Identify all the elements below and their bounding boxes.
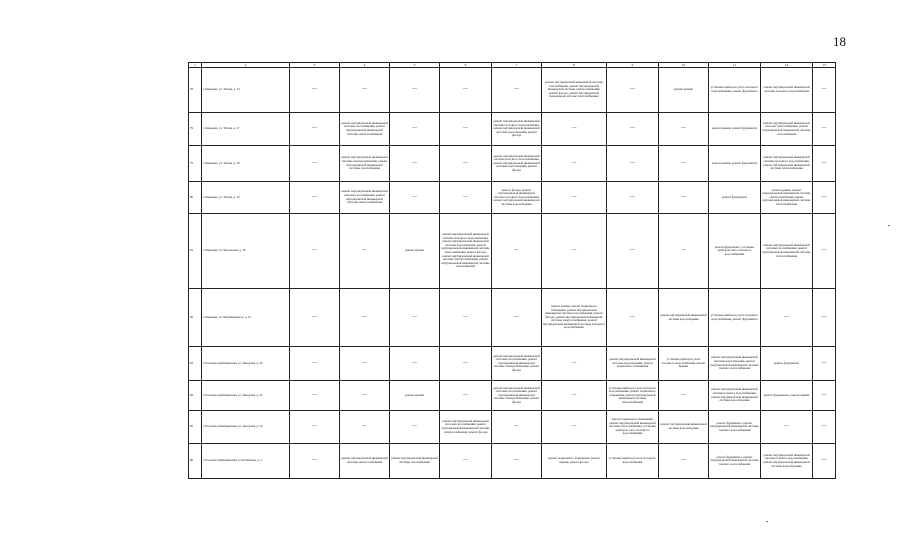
empty-cell: — (290, 347, 340, 381)
column-number-cell: 7 (492, 63, 542, 68)
empty-cell: — (340, 347, 390, 381)
empty-cell: — (492, 68, 542, 113)
table-row (189, 113, 836, 146)
work-type-cell: ремонт внутридомовой инженерной системы водоотведения (659, 411, 709, 444)
work-type-cell: ремонт крыши (390, 214, 440, 289)
empty-cell: — (607, 68, 659, 113)
work-type-cell: ремонт крыши (659, 68, 709, 113)
work-type-cell: ремонт внутридомовой инженерной системы холодного водоснабжения, ремонт внутридомовой инженерной системы водоотведения, ремонт фасада (492, 146, 542, 182)
empty-cell: — (659, 214, 709, 289)
table-row (189, 381, 836, 411)
empty-cell: — (440, 68, 492, 113)
work-type-cell: ремонт внутридомовой инженерной системы водоотведения (659, 289, 709, 347)
row-number-cell: 81 (189, 214, 202, 289)
work-type-cell: ремонт крыши, ремонт внутридомовой инженерной системы электроснабжения, ремонт внутридомовой инженерной системы теплоснабжения (761, 182, 813, 214)
empty-cell: — (340, 411, 390, 444)
empty-cell: — (813, 444, 836, 479)
work-type-cell: установка приборов учета холодного водоснабжения, ремонт подвального помещения, ремонт внутридомовой инженерной системы теплоснабжения (607, 381, 659, 411)
work-type-cell: ремонт внутридомовой инженерной системы теплоснабжения, ремонт внутридомовой инженерной системы газоснабжения (761, 113, 813, 146)
work-type-cell: ремонт внутридомовой инженерной системы водоотведения, ремонт внутридомовой инженерной системы горячего водоснабжения (709, 347, 761, 381)
empty-cell: — (813, 68, 836, 113)
row-number-cell: 86 (189, 444, 202, 479)
work-type-cell: установка приборов учета холодного водоснабжения, ремонт фундамента (709, 289, 761, 347)
empty-cell: — (813, 182, 836, 214)
address-cell: г. Кирьевка, ул. Титова, д. 18 (202, 146, 290, 182)
empty-cell: — (813, 411, 836, 444)
work-type-cell: ремонт фасада, ремонт внутридомовой инженерной системы холодного водоснабжения, ремонт внутридомовой инженерной системы водоотведения (492, 182, 542, 214)
empty-cell: — (761, 289, 813, 347)
empty-cell: — (542, 411, 607, 444)
work-type-cell: ремонт внутридомовой инженерной системы холодного водоснабжения, ремонт внутридомовой инженерной системы водоотведения, ремонт фасада (492, 113, 542, 146)
empty-cell: — (607, 214, 659, 289)
address-cell: г. Болохово-Дмитриевская, ул. Катыбаева, д. 3 (202, 444, 290, 479)
work-type-cell: ремонт крыши, ремонт фундамента (709, 113, 761, 146)
table-row (189, 444, 836, 479)
empty-cell: — (290, 214, 340, 289)
empty-cell: — (659, 146, 709, 182)
empty-cell: — (340, 381, 390, 411)
table-row (189, 146, 836, 182)
empty-cell: — (813, 347, 836, 381)
empty-cell: — (290, 444, 340, 479)
work-type-cell: ремонт внутридомовой инженерной системы газоснабжения, ремонт внутридомовой инженерной системы электроснабжения (340, 113, 390, 146)
empty-cell: — (813, 113, 836, 146)
work-type-cell: ремонт фундамента, ремонт внутридомовой инженерной системы горячего водоснабжения (709, 444, 761, 479)
empty-cell: — (290, 381, 340, 411)
empty-cell: — (542, 182, 607, 214)
empty-cell: — (390, 146, 440, 182)
empty-cell: — (390, 68, 440, 113)
column-number-cell: 9 (607, 63, 659, 68)
work-type-cell: ремонт внутридомовой инженерной системы газоснабжения, ремонт внутридомовой инженерной системы теплоснабжения (761, 214, 813, 289)
work-type-cell: ремонт фундамента, ремонт внутридомовой инженерной системы горячего водоснабжения (709, 411, 761, 444)
empty-cell: — (761, 411, 813, 444)
work-type-cell: ремонт подвального помещения, ремонт крыши, ремонт фасада (542, 444, 607, 479)
work-type-cell: ремонт внутридомовой инженерной системы газоснабжения, ремонт внутридомовой инженерной системы электроснабжения, ремонт фасада (440, 411, 492, 444)
address-cell: г. Болохово-Дмитриевская, ул. Заводская, д. 24 (202, 411, 290, 444)
empty-cell: — (290, 411, 340, 444)
work-type-cell: ремонт крыши, ремонт фундамента (709, 146, 761, 182)
row-number-cell: 79 (189, 113, 202, 146)
row-number-cell: 78 (189, 68, 202, 113)
column-number-cell: 8 (542, 63, 607, 68)
table-row (189, 68, 836, 113)
empty-cell: — (813, 381, 836, 411)
column-number-cell: 6 (440, 63, 492, 68)
empty-cell: — (440, 113, 492, 146)
work-type-cell: ремонт внутридомовой инженерной системы электроснабжения (340, 444, 390, 479)
address-cell: г. Кирьевка, ул. Титова, д. 13 (202, 68, 290, 113)
margin-mark (888, 225, 890, 226)
empty-cell: — (390, 411, 440, 444)
table-row (189, 214, 836, 289)
table-row (189, 411, 836, 444)
empty-cell: — (492, 214, 542, 289)
work-type-cell: ремонт внутридомовой инженерной системы холодного водоснабжения (761, 68, 813, 113)
row-number-cell: 85 (189, 411, 202, 444)
table-row (189, 289, 836, 347)
empty-cell: — (492, 444, 542, 479)
page-number: 18 (833, 34, 846, 49)
work-type-cell: ремонт внутридомовой инженерной системы водоотведения, ремонт подвального помещения (607, 347, 659, 381)
address-cell: г. Болохово-Дмитриевская, ул. Заводская, д. 20 (202, 347, 290, 381)
empty-cell: — (542, 214, 607, 289)
column-number-cell: 13 (813, 63, 836, 68)
empty-cell: — (492, 289, 542, 347)
work-type-cell: ремонт крыши, ремонт подвального помещения, ремонт внутридомовой инженерной системы газоснабжения, ремонт фасада, ремонт внутридомовой инженерной системы электроснабжения, ремонт внутридомовой инженерной системы холодного водоснабжения (542, 289, 607, 347)
empty-cell: — (290, 68, 340, 113)
address-cell: г. Кирьевка, ул. Чернышевского, д. 21 (202, 289, 290, 347)
work-type-cell: ремонт подвального помещения, ремонт внутридомовой инженерной системы теплоснабжения, установка приборов учета холодного водоснабжения (607, 411, 659, 444)
work-type-cell: ремонт внутридомовой инженерной системы газоснабжения, ремонт внутридомовой инженерной системы электроснабжения, ремонт фасада (492, 347, 542, 381)
empty-cell: — (659, 444, 709, 479)
empty-cell: — (440, 347, 492, 381)
column-number-cell: 12 (761, 63, 813, 68)
work-type-cell: ремонт внутридомовой инженерной системы газоснабжения, ремонт внутридомовой инженерной системы электроснабжения, ремонт фасада (492, 381, 542, 411)
address-cell: г. Кирьевка, ул. Титова, д. 17 (202, 113, 290, 146)
empty-cell: — (659, 182, 709, 214)
empty-cell: — (813, 289, 836, 347)
work-type-cell: ремонт внутридомовой инженерной системы холодного водоснабжения, ремонт внутридомовой инженерной системы водоотведения, ремонт внутридомовой инженерной системы теплоснабжения, ремонт фасада, ремонт внутридомовой инженерной системы электроснабжения, ремонт внутридомовой инженерной системы газоснабжения (440, 214, 492, 289)
row-number-cell: 84 (189, 381, 202, 411)
margin-mark (766, 521, 768, 522)
work-type-cell: установка приборов учета холодного водоснабжения, ремонт крыши (659, 347, 709, 381)
repair-schedule-table (188, 62, 836, 479)
row-number-cell: 83 (189, 347, 202, 381)
column-number-cell: 3 (290, 63, 340, 68)
empty-cell: — (607, 182, 659, 214)
column-number-cell: 10 (659, 63, 709, 68)
empty-cell: — (290, 113, 340, 146)
empty-cell: — (542, 146, 607, 182)
column-number-cell: 1 (189, 63, 202, 68)
column-number-cell: 5 (390, 63, 440, 68)
work-type-cell: ремонт крыши (390, 381, 440, 411)
empty-cell: — (813, 146, 836, 182)
table-row (189, 347, 836, 381)
column-number-cell: 2 (202, 63, 290, 68)
work-type-cell: ремонт внутридомовой инженерной системы газоснабжения (390, 444, 440, 479)
work-type-cell: ремонт внутридомовой инженерной системы горячего водоснабжения, ремонт внутридомовой инженерной системы водоотведения (709, 381, 761, 411)
work-type-cell: ремонт внутридомовой инженерной системы газоснабжения, ремонт внутридомовой инженерной системы электроснабжения, ремонт фасада, ремонт внутридомовой инженерной системы теплоснабжения (542, 68, 607, 113)
empty-cell: — (440, 381, 492, 411)
work-type-cell: ремонт внутридомовой инженерной системы газоснабжения, ремонт внутридомовой инженерной системы электроснабжения (340, 182, 390, 214)
empty-cell: — (813, 214, 836, 289)
empty-cell: — (440, 444, 492, 479)
empty-cell: — (440, 182, 492, 214)
work-type-cell: установка приборов учета холодного водоснабжения (607, 444, 659, 479)
empty-cell: — (542, 113, 607, 146)
address-cell: г. Кирьевка, ул. Титова, д. 19 (202, 182, 290, 214)
empty-cell: — (607, 146, 659, 182)
work-type-cell: ремонт внутридомовой инженерной системы горячего водоснабжения, ремонт внутридомовой инженерной системы водоотведения (761, 444, 813, 479)
work-type-cell: ремонт фундамента, установка приборов учета холодного водоснабжения (709, 214, 761, 289)
work-type-cell: ремонт внутридомовой инженерной системы электроснабжения, ремонт внутридомовой инженерной системы газоснабжения (340, 146, 390, 182)
work-type-cell: ремонт фундамента (709, 182, 761, 214)
empty-cell: — (542, 381, 607, 411)
empty-cell: — (390, 182, 440, 214)
empty-cell: — (607, 289, 659, 347)
empty-cell: — (390, 289, 440, 347)
work-type-cell: установка приборов учета холодного водоснабжения, ремонт фундамента (709, 68, 761, 113)
row-number-cell: 82 (189, 289, 202, 347)
empty-cell: — (492, 411, 542, 444)
row-number-cell: 79 (189, 146, 202, 182)
empty-cell: — (340, 68, 390, 113)
empty-cell: — (290, 182, 340, 214)
empty-cell: — (440, 289, 492, 347)
empty-cell: — (659, 381, 709, 411)
table-row (189, 182, 836, 214)
work-type-cell: ремонт фундамента, ремонт крыши (761, 381, 813, 411)
empty-cell: — (340, 289, 390, 347)
empty-cell: — (390, 347, 440, 381)
empty-cell: — (340, 214, 390, 289)
empty-cell: — (390, 113, 440, 146)
address-cell: г. Болохово-Дмитриевская, ул. Заводская, д. 22 (202, 381, 290, 411)
empty-cell: — (440, 146, 492, 182)
empty-cell: — (542, 347, 607, 381)
empty-cell: — (290, 146, 340, 182)
column-number-cell: 4 (340, 63, 390, 68)
work-type-cell: ремонт фундамента (761, 347, 813, 381)
empty-cell: — (607, 113, 659, 146)
empty-cell: — (290, 289, 340, 347)
row-number-cell: 80 (189, 182, 202, 214)
empty-cell: — (659, 113, 709, 146)
address-cell: г. Кирьевка, ул. Чкаловская, д. 18 (202, 214, 290, 289)
work-type-cell: ремонт внутридомовой инженерной системы холодного водоснабжения, ремонт внутридомовой инженерной системы теплоснабжения (761, 146, 813, 182)
column-number-cell: 11 (709, 63, 761, 68)
